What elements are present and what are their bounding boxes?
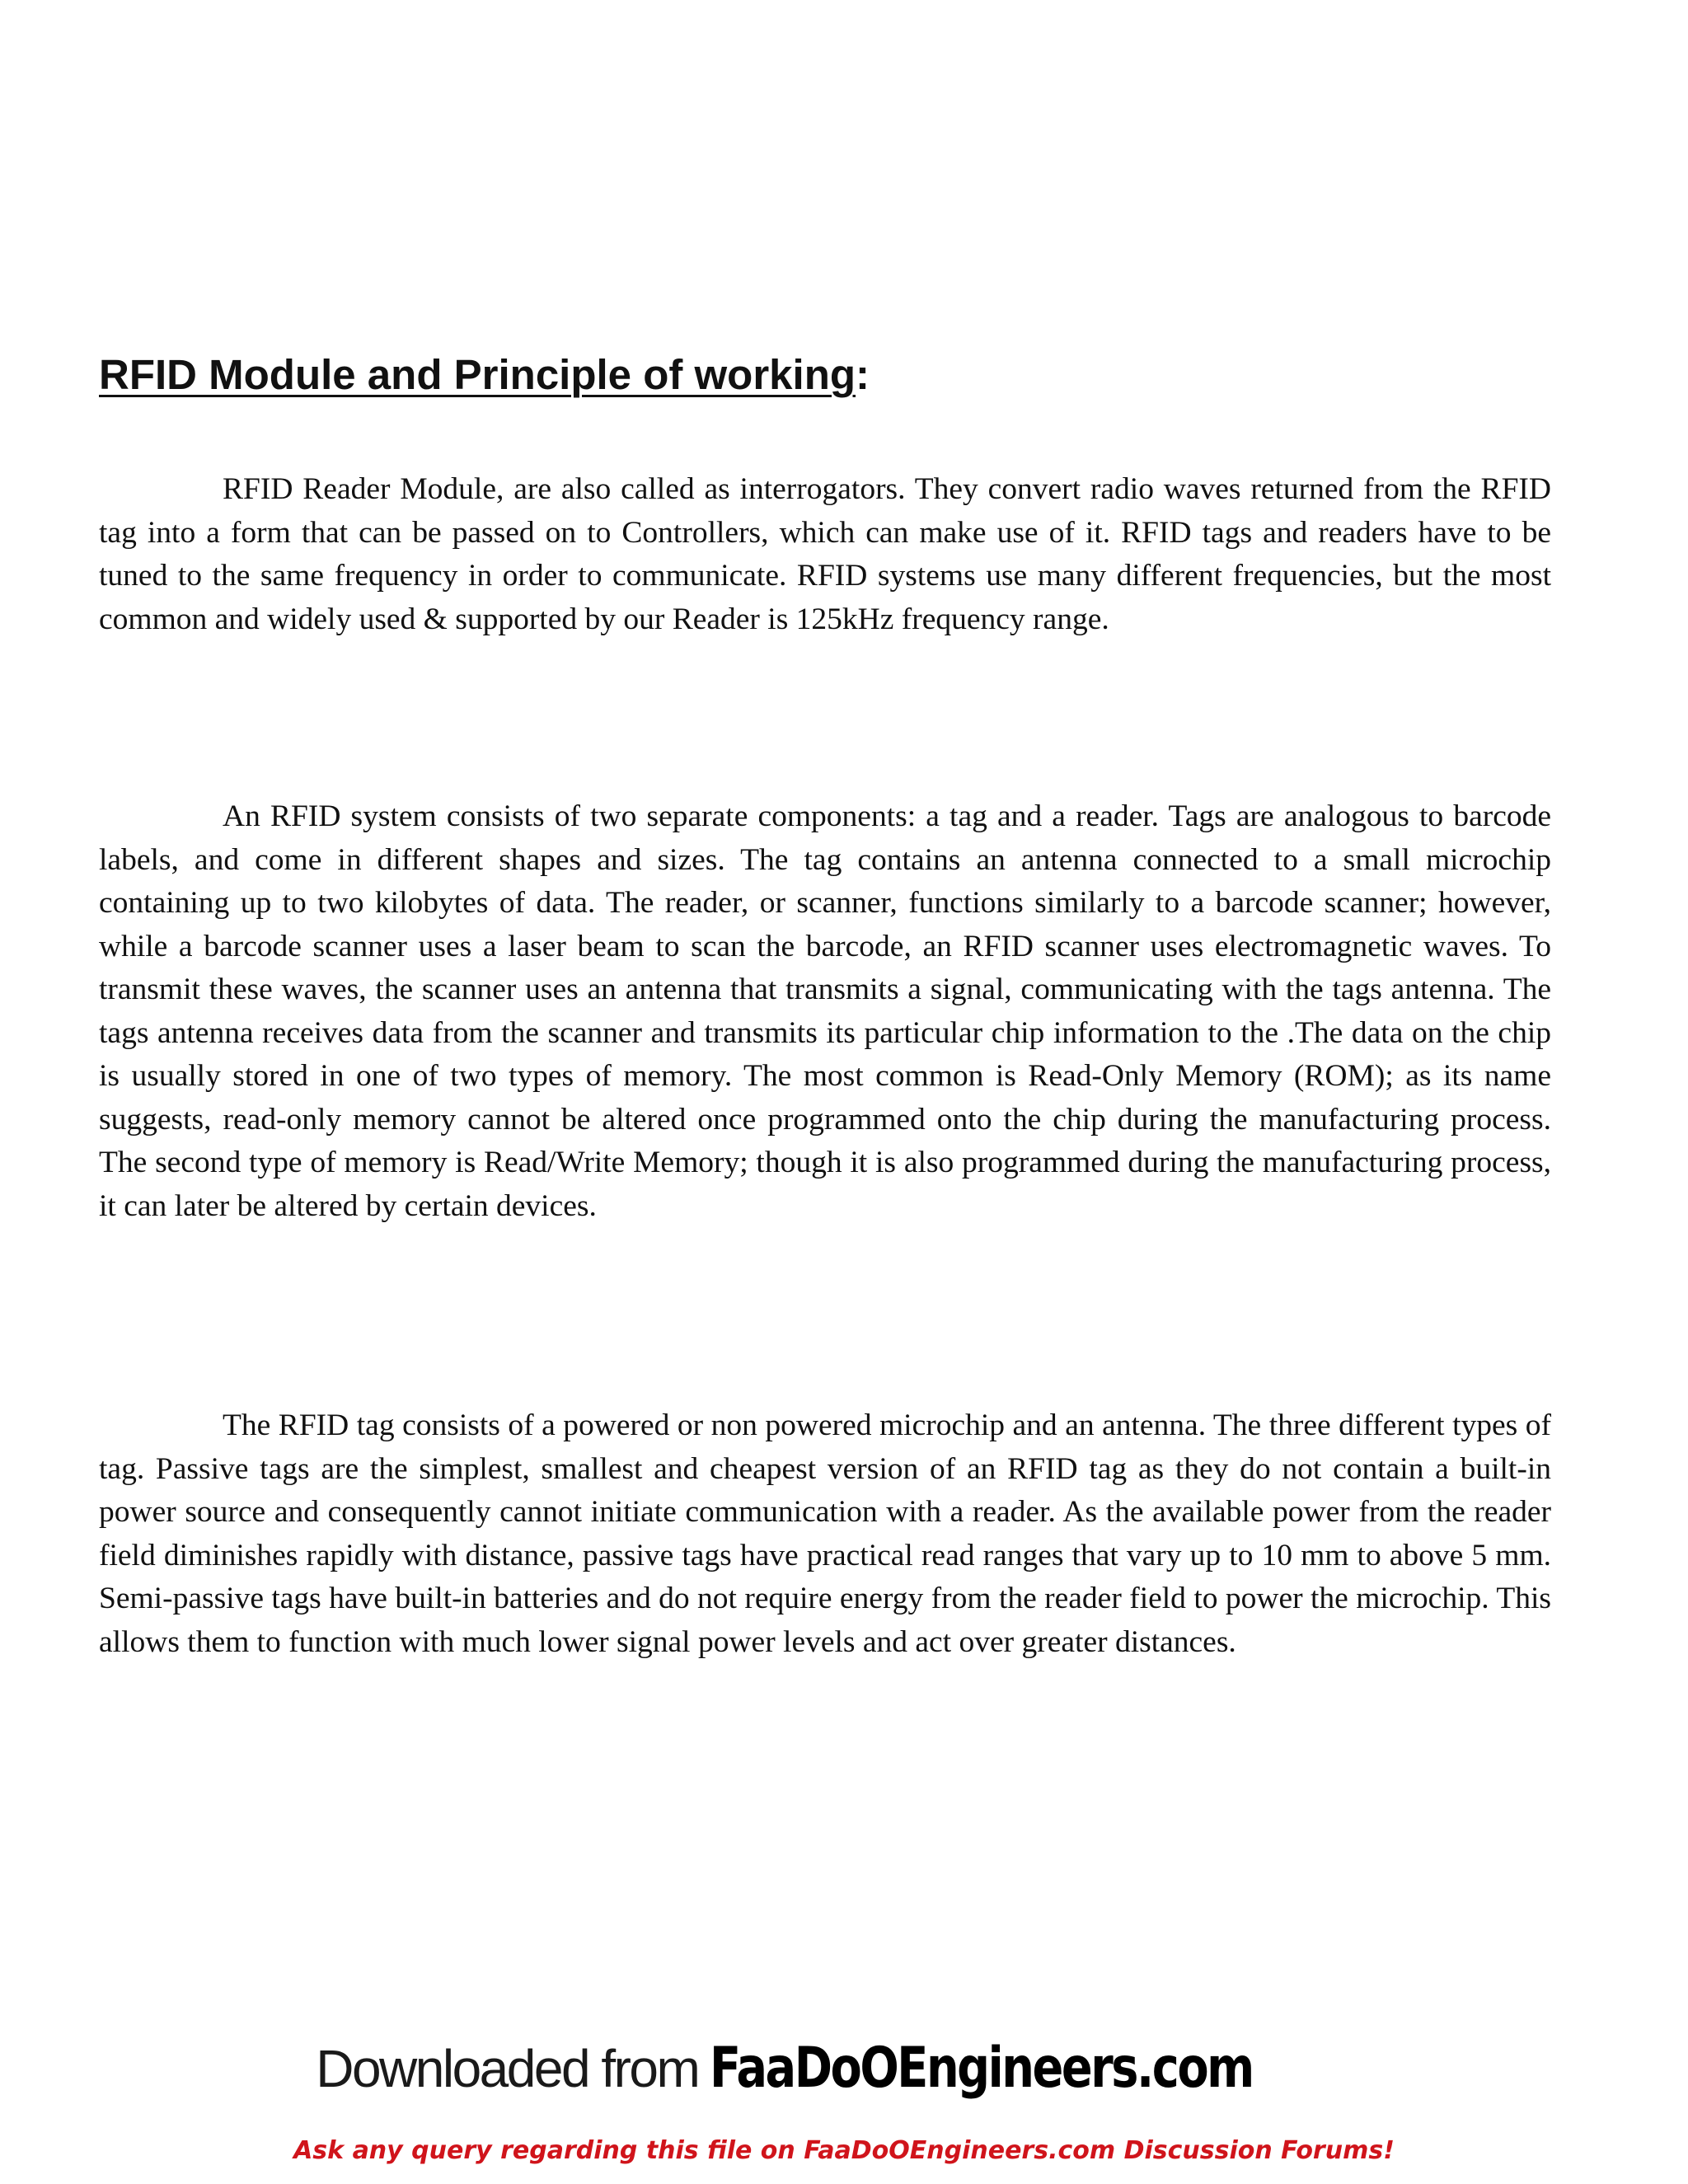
paragraph-rfid-system-components: An RFID system consists of two separate components: a tag and a reader. Tags are analogous to barcode labels, and come in different shapes and sizes. The tag contains an antenna connected to a small microchip containing up to two kilobytes of data. The reader, or scanner, functions similarly to a barcode scanner; however, while a barcode scanner uses a laser beam to scan the barcode, an RFID scanner uses electromagnetic waves. To transmit these waves, the scanner uses an antenna that transmits a signal, communicating with the tags antenna. The tags antenna receives data from the scanner and transmits its particular chip information to the .The data on the chip is usually stored in one of two types of memory. The most common is Read-Only Memory (ROM); as its name suggests, read-only memory cannot be altered once programmed onto the chip during the manufacturing process. The second type of memory is Read/Write Memory; though it is also programmed during the manufacturing process, it can later be altered by certain devices.: [99, 799, 1551, 1223]
paragraph-rfid-tag-types: The RFID tag consists of a powered or non powered microchip and an antenna. The three different types of tag. Passive tags are the simplest, smallest and cheapest version of an RFID tag as they do not contain a built-in power source and consequently cannot initiate communication with a reader. As the available power from the reader field diminishes rapidly with distance, passive tags have practical read ranges that vary up to 10 mm to above 5 mm. Semi-passive tags have built-in batteries and do not require energy from the reader field to power the microchip. This allows them to function with much lower signal power levels and act over greater distances.: [99, 1408, 1551, 1659]
heading-title: RFID Module and Principle of working: [99, 351, 856, 398]
paragraph-rfid-reader-module: RFID Reader Module, are also called as interrogators. They convert radio waves returned from the RFID tag into a form that can be passed on to Controllers, which can make use of it. RFID tags and readers have to be tuned to the same frequency in order to communicate. RFID systems use many different frequencies, but the most common and widely used & supported by our Reader is 125kHz frequency range.: [99, 472, 1551, 636]
faadooengineers-logo: FaaDoOEngineers.com: [710, 2036, 1254, 2101]
download-source-banner: [0, 2036, 1688, 2102]
heading-colon: :: [856, 351, 870, 398]
forum-query-notice: Ask any query regarding this file on FaaDoOEngineers.com Discussion Forums!: [293, 2136, 1395, 2165]
downloaded-from-label: Downloaded from: [316, 2039, 699, 2098]
page-heading: [99, 350, 870, 400]
